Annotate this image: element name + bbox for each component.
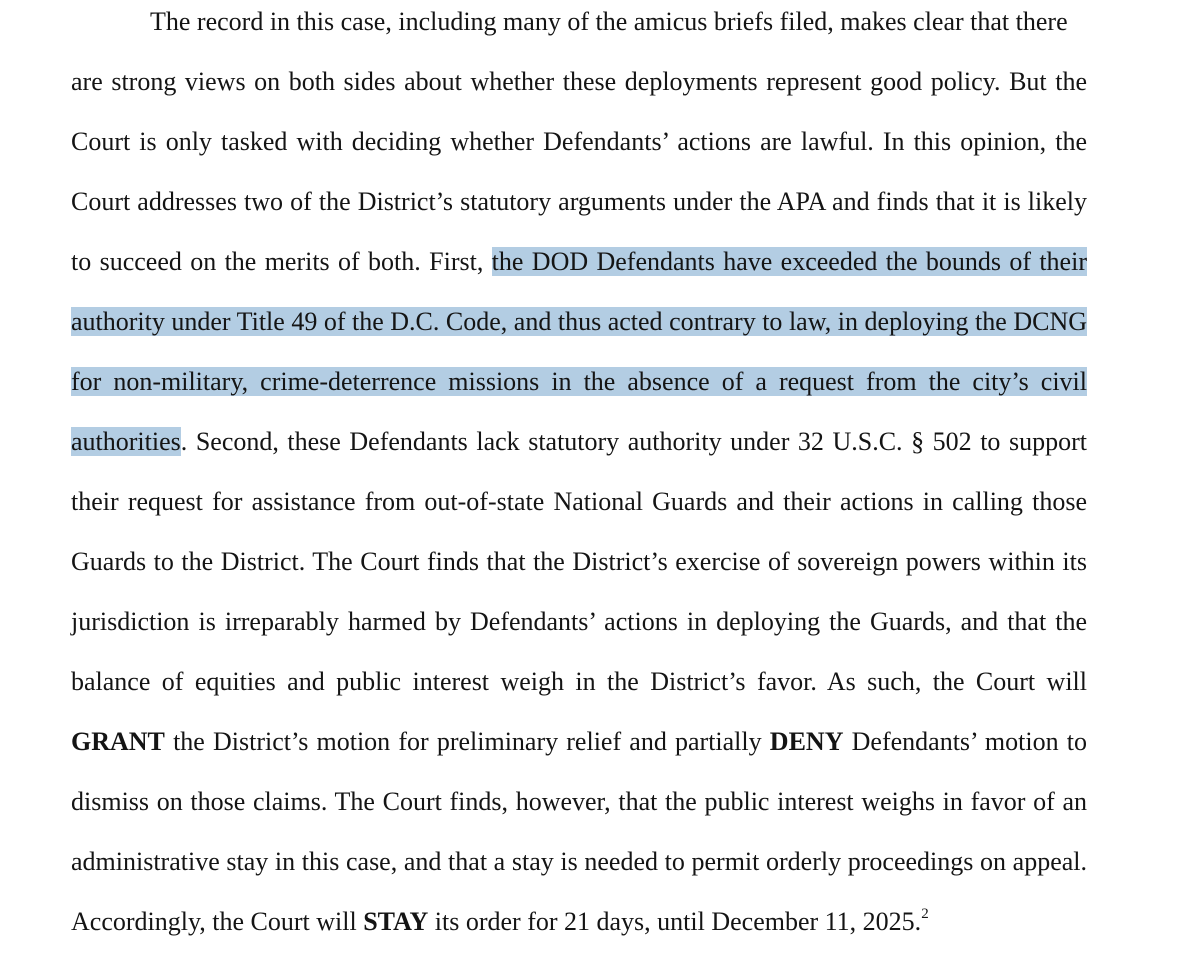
- text-line-9: [71, 482, 1087, 522]
- text-line-3: [71, 122, 1087, 162]
- text-line-5: [71, 242, 1087, 282]
- text-line-13: [71, 722, 1087, 762]
- text-span: their request for assistance from out-of-state National Guards and their actions in calling those: [71, 487, 1087, 516]
- text-line-10: [71, 542, 1087, 582]
- text-line-15: [71, 842, 1087, 882]
- bold-deny: DENY: [769, 727, 844, 756]
- highlighted-text: the DOD Defendants have exceeded the bounds of their: [491, 247, 1087, 276]
- text-line-2: [71, 62, 1087, 102]
- text-span: balance of equities and public interest weigh in the District’s favor. As such, the Court will: [71, 667, 1087, 696]
- footnote-reference[interactable]: 2: [921, 906, 929, 923]
- highlighted-text: authority under Title 49 of the D.C. Code, and thus acted contrary to law, in deploying the DCNG: [71, 307, 1087, 336]
- text-span: Accordingly, the Court will: [71, 907, 364, 936]
- text-span: the District’s motion for preliminary relief and partially: [164, 727, 770, 756]
- text-span: are strong views on both sides about whether these deployments represent good policy. But the: [71, 67, 1087, 96]
- highlighted-text: authorities: [71, 427, 181, 456]
- text-line-14: [71, 782, 1087, 822]
- text-span: Court addresses two of the District’s statutory arguments under the APA and finds that it is likely: [71, 187, 1087, 216]
- text-line-8: [71, 422, 1087, 462]
- text-span: The record in this case, including many of the amicus briefs filed, makes clear that there: [150, 7, 1068, 36]
- text-span: to succeed on the merits of both. First,: [71, 247, 492, 276]
- text-span: Defendants’ motion to: [843, 727, 1087, 756]
- text-span: . Second, these Defendants lack statutory authority under 32 U.S.C. § 502 to support: [180, 427, 1087, 456]
- highlighted-text: for non-military, crime-deterrence missions in the absence of a request from the city’s civil: [71, 367, 1087, 396]
- text-span: Court is only tasked with deciding whether Defendants’ actions are lawful. In this opinion, the: [71, 127, 1087, 156]
- text-span: administrative stay in this case, and that a stay is needed to permit orderly proceedings on appeal.: [71, 847, 1087, 876]
- text-span: jurisdiction is irreparably harmed by Defendants’ actions in deploying the Guards, and that the: [71, 607, 1087, 636]
- text-span: dismiss on those claims. The Court finds, however, that the public interest weighs in favor of an: [71, 787, 1087, 816]
- text-line-12: [71, 662, 1087, 702]
- text-line-16: [71, 902, 1087, 942]
- bold-stay: STAY: [363, 907, 429, 936]
- text-line-1: [71, 2, 1087, 42]
- text-span: Guards to the District. The Court finds that the District’s exercise of sovereign powers within its: [71, 547, 1087, 576]
- text-line-11: [71, 602, 1087, 642]
- text-line-7: [71, 362, 1087, 402]
- text-line-6: [71, 302, 1087, 342]
- text-span: its order for 21 days, until December 11, 2025.: [428, 907, 922, 936]
- bold-grant: GRANT: [71, 727, 165, 756]
- text-line-4: [71, 182, 1087, 222]
